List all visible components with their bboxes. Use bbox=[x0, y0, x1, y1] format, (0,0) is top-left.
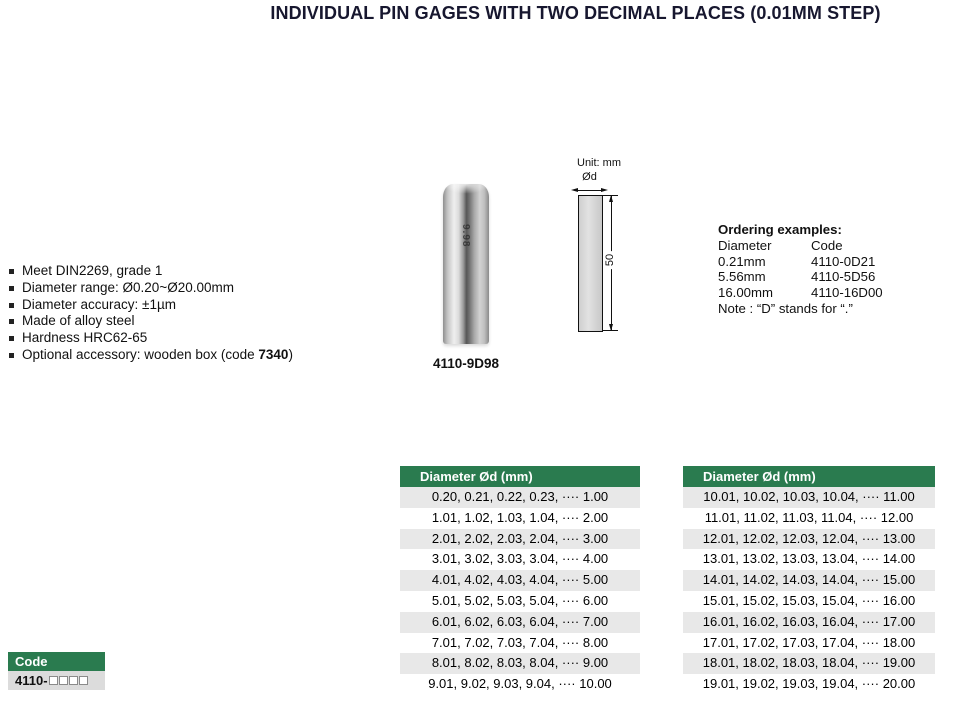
table-row: 10.01, 10.02, 10.03, 10.04, ···· 11.00 bbox=[683, 487, 935, 508]
table-row: 8.01, 8.02, 8.03, 8.04, ···· 9.00 bbox=[400, 653, 640, 674]
table-row: 16.01, 16.02, 16.03, 16.04, ···· 17.00 bbox=[683, 612, 935, 633]
feature-item bbox=[8, 280, 398, 297]
feature-text: Meet DIN2269, grade 1 bbox=[22, 263, 163, 278]
code-placeholder-square bbox=[79, 676, 88, 685]
ordering-header-row bbox=[718, 238, 948, 254]
table-row: 11.01, 11.02, 11.03, 11.04, ···· 12.00 bbox=[704, 509, 914, 525]
ordering-row bbox=[718, 254, 948, 270]
table-row: 3.01, 3.02, 3.03, 3.04, ···· 4.00 bbox=[431, 551, 609, 567]
feature-item bbox=[8, 263, 398, 280]
feature-list bbox=[8, 263, 398, 364]
ordering-col-code: Code bbox=[811, 237, 843, 253]
code-value bbox=[8, 671, 105, 690]
diameter-dim-label: Ød bbox=[582, 171, 597, 183]
feature-text: Made of alloy steel bbox=[22, 313, 135, 329]
table-row: 0.20, 0.21, 0.22, 0.23, ···· 1.00 bbox=[400, 487, 640, 508]
dim-arrow-up-icon bbox=[609, 195, 613, 202]
pin-drawing-rect bbox=[578, 195, 603, 332]
table-row: 19.01, 19.02, 19.03, 19.04, ···· 20.00 bbox=[702, 676, 916, 692]
feature-text-suffix: ) bbox=[288, 346, 293, 362]
table-header: Diameter Ød (mm) bbox=[683, 466, 935, 487]
code-placeholder-square bbox=[69, 676, 78, 685]
pin-engraving: 9.98 bbox=[460, 224, 471, 248]
code-header: Code bbox=[8, 652, 105, 671]
table-row: 9.01, 9.02, 9.03, 9.04, ···· 10.00 bbox=[428, 676, 612, 692]
ordering-diameter: 16.00mm bbox=[718, 285, 773, 301]
bullet-square-icon bbox=[9, 269, 14, 274]
dim-arrow-left-icon bbox=[571, 188, 578, 192]
ordering-title: Ordering examples: bbox=[718, 222, 842, 237]
diameter-table-left bbox=[400, 466, 640, 695]
table-row: 15.01, 15.02, 15.03, 15.04, ···· 16.00 bbox=[702, 592, 916, 608]
feature-item bbox=[8, 347, 398, 364]
table-row: 2.01, 2.02, 2.03, 2.04, ···· 3.00 bbox=[400, 529, 640, 550]
ordering-diameter: 0.21mm bbox=[718, 253, 766, 269]
feature-item bbox=[8, 297, 398, 314]
diameter-dim-line bbox=[578, 190, 601, 191]
feature-text: Hardness HRC62-65 bbox=[22, 330, 148, 346]
table-row: 1.01, 1.02, 1.03, 1.04, ···· 2.00 bbox=[431, 509, 609, 525]
feature-item bbox=[8, 330, 398, 347]
page-title: INDIVIDUAL PIN GAGES WITH TWO DECIMAL PLACES (0.01MM STEP) bbox=[270, 3, 881, 23]
bullet-square-icon bbox=[9, 336, 14, 341]
table-row: 13.01, 13.02, 13.03, 13.04, ···· 14.00 bbox=[702, 551, 916, 567]
code-placeholder-square bbox=[49, 676, 58, 685]
feature-text: Diameter accuracy: ±1µm bbox=[22, 296, 176, 312]
bullet-square-icon bbox=[9, 353, 14, 358]
ordering-col-diameter: Diameter bbox=[718, 237, 772, 253]
table-row: 6.01, 6.02, 6.03, 6.04, ···· 7.00 bbox=[400, 612, 640, 633]
feature-text: Diameter range: Ø0.20~Ø20.00mm bbox=[22, 279, 234, 295]
bullet-square-icon bbox=[9, 319, 14, 324]
table-row: 18.01, 18.02, 18.03, 18.04, ···· 19.00 bbox=[683, 653, 935, 674]
feature-text bbox=[22, 347, 293, 362]
table-row: 7.01, 7.02, 7.03, 7.04, ···· 8.00 bbox=[431, 634, 609, 650]
ordering-code: 4110-0D21 bbox=[811, 253, 876, 269]
table-row: 17.01, 17.02, 17.03, 17.04, ···· 18.00 bbox=[702, 634, 916, 650]
bullet-square-icon bbox=[9, 286, 14, 291]
dim-arrow-down-icon bbox=[609, 324, 613, 331]
table-row: 14.01, 14.02, 14.03, 14.04, ···· 15.00 bbox=[683, 570, 935, 591]
unit-label: Unit: mm bbox=[577, 157, 621, 169]
code-placeholder-square bbox=[59, 676, 68, 685]
ordering-code: 4110-5D56 bbox=[811, 269, 876, 285]
ordering-row bbox=[718, 285, 948, 301]
pin-gage-photo bbox=[443, 184, 489, 344]
ordering-diameter: 5.56mm bbox=[718, 269, 766, 285]
feature-text-prefix: Optional accessory: wooden box (code bbox=[22, 346, 259, 362]
ordering-row bbox=[718, 269, 948, 285]
accessory-code: 7340 bbox=[258, 346, 289, 362]
table-row: 4.01, 4.02, 4.03, 4.04, ···· 5.00 bbox=[400, 570, 640, 591]
code-prefix: 4110- bbox=[15, 673, 48, 688]
ordering-note: Note : “D” stands for “.” bbox=[718, 300, 853, 316]
table-row: 12.01, 12.02, 12.03, 12.04, ···· 13.00 bbox=[683, 529, 935, 550]
feature-item bbox=[8, 313, 398, 330]
ordering-code: 4110-16D00 bbox=[811, 285, 883, 301]
bullet-square-icon bbox=[9, 303, 14, 308]
diameter-table-right bbox=[683, 466, 935, 695]
length-dim-label: 50 bbox=[604, 251, 616, 269]
table-header: Diameter Ød (mm) bbox=[400, 466, 640, 487]
product-model-label: 4110-9D98 bbox=[432, 356, 500, 371]
dim-arrow-right-icon bbox=[601, 188, 608, 192]
table-row: 5.01, 5.02, 5.03, 5.04, ···· 6.00 bbox=[431, 592, 609, 608]
ordering-examples bbox=[718, 222, 948, 317]
